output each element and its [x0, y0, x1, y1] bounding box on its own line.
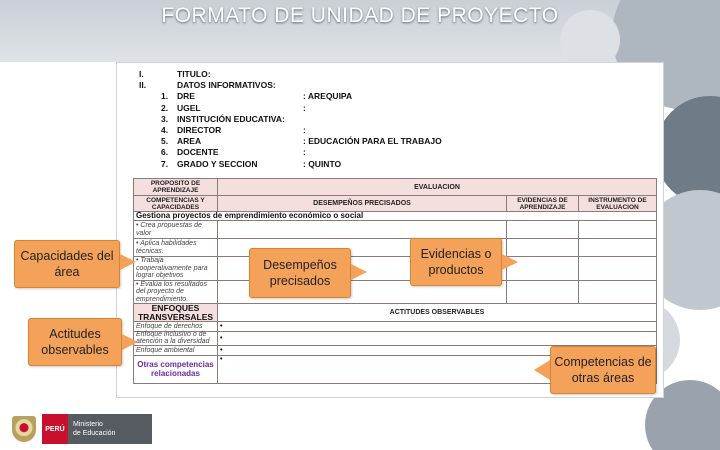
arrow-right-icon [351, 264, 367, 280]
callout-evidencias: Evidencias o productos [410, 238, 502, 286]
actitud-cell: • [218, 332, 657, 346]
ministry-label [68, 414, 152, 444]
info-number: 3. [161, 113, 169, 124]
callout-competencias: Competencias de otras áreas [550, 346, 656, 394]
peru-shield-icon [12, 416, 36, 442]
actitudes-header: ACTITUDES OBSERVABLES [218, 304, 657, 322]
info-number: 5. [161, 136, 169, 147]
info-roman [139, 114, 161, 125]
info-number [161, 80, 177, 91]
arrow-left-icon [534, 360, 550, 380]
info-roman: I. [139, 69, 144, 79]
enfoques-header: ENFOQUES TRANSVERSALES [134, 304, 218, 322]
actitud-cell: • [218, 322, 657, 332]
evaluacion-header: EVALUACION [218, 179, 657, 196]
info-value: : AREQUIPA [303, 91, 353, 102]
info-value: : [303, 124, 306, 135]
capacidad-cell: • Crea propuestas de valor [134, 221, 218, 239]
enfoque-cell: Enfoque inclusivo o de atención a la diversidad [134, 332, 218, 346]
otras-competencias-cell: Otras competencias relacionadas [134, 356, 218, 384]
instrumento-header: INSTRUMENTO DE EVALUACION [579, 196, 657, 212]
callout-capacidades: Capacidades del área [14, 240, 120, 288]
evidencia-cell [507, 280, 579, 304]
ministry-line-2: de Educación [73, 430, 116, 437]
decor-circle [655, 96, 720, 206]
info-row [139, 91, 659, 102]
callout-desempenos: Desempeños precisados [249, 248, 351, 298]
info-row [139, 147, 659, 158]
info-value: : [303, 102, 306, 113]
info-value: : QUINTO [303, 158, 342, 169]
instrumento-cell [579, 280, 657, 304]
info-number: 4. [161, 124, 169, 135]
evidencias-header: EVIDENCIAS DE APRENDIZAJE [507, 196, 579, 212]
arrow-right-icon [122, 334, 138, 350]
callout-actitudes: Actitudes observables [28, 318, 122, 366]
info-value: : EDUCACIÓN PARA EL TRABAJO [303, 136, 442, 147]
info-value: : [303, 147, 306, 158]
info-label: AREA [177, 136, 202, 147]
info-row [139, 114, 659, 125]
desempenos-header: DESEMPEÑOS PRECISADOS [218, 196, 507, 212]
info-row [139, 136, 659, 147]
instrumento-cell [579, 221, 657, 239]
info-roman: II. [139, 80, 147, 91]
arrow-right-icon [120, 254, 136, 270]
info-number [161, 69, 177, 80]
info-row [139, 103, 659, 114]
info-roman [139, 103, 161, 114]
competencias-header: COMPETENCIAS Y CAPACIDADES [134, 196, 218, 212]
info-row [139, 125, 659, 136]
instrumento-cell [579, 239, 657, 257]
peru-label: PERÚ [42, 414, 68, 444]
info-label: DOCENTE [177, 147, 219, 158]
proposito-header: PROPOSITO DE APRENDIZAJE [134, 179, 218, 196]
enfoque-cell: Enfoque de derechos [134, 322, 218, 332]
info-value [303, 80, 659, 91]
info-label: TITULO: [177, 69, 211, 79]
info-number: 6. [161, 147, 169, 158]
desempeno-cell [218, 221, 507, 239]
info-number: 1. [161, 91, 169, 102]
info-roman [139, 159, 161, 170]
info-roman [139, 147, 161, 158]
info-label: DRE [177, 91, 195, 102]
info-roman [139, 91, 161, 102]
page-title: FORMATO DE UNIDAD DE PROYECTO [161, 4, 559, 27]
info-value [303, 114, 659, 125]
ministry-logo [12, 414, 152, 444]
arrow-right-icon [502, 254, 518, 270]
capacidad-cell: • Aplica habilidades técnicas. [134, 239, 218, 257]
evidencia-cell [507, 221, 579, 239]
info-label: DIRECTOR [177, 124, 222, 135]
info-label: DATOS INFORMATIVOS: [177, 80, 276, 91]
info-label: GRADO Y SECCION [177, 158, 258, 169]
competencia-row: Gestiona proyectos de emprendimiento económico o social [134, 212, 657, 221]
instrumento-cell [579, 257, 657, 281]
info-roman [139, 125, 161, 136]
info-row [139, 80, 659, 91]
capacidad-cell: • Trabaja cooperativamente para lograr objetivos [134, 257, 218, 281]
enfoque-cell: Enfoque ambiental [134, 346, 218, 356]
info-number: 7. [161, 158, 169, 169]
actitud-cell: • [218, 356, 657, 384]
info-label: INSTITUCIÓN EDUCATIVA: [177, 113, 285, 124]
info-roman [139, 136, 161, 147]
info-row [139, 159, 659, 170]
info-label: UGEL [177, 102, 201, 113]
info-number: 2. [161, 102, 169, 113]
ministry-line-1: Ministerio [73, 421, 103, 428]
actitud-cell: • [218, 346, 657, 356]
info-row [139, 69, 659, 80]
capacidad-cell: • Evalúa los resultados del proyecto de emprendimiento. [134, 280, 218, 304]
info-section [139, 69, 659, 170]
info-value [303, 69, 659, 80]
